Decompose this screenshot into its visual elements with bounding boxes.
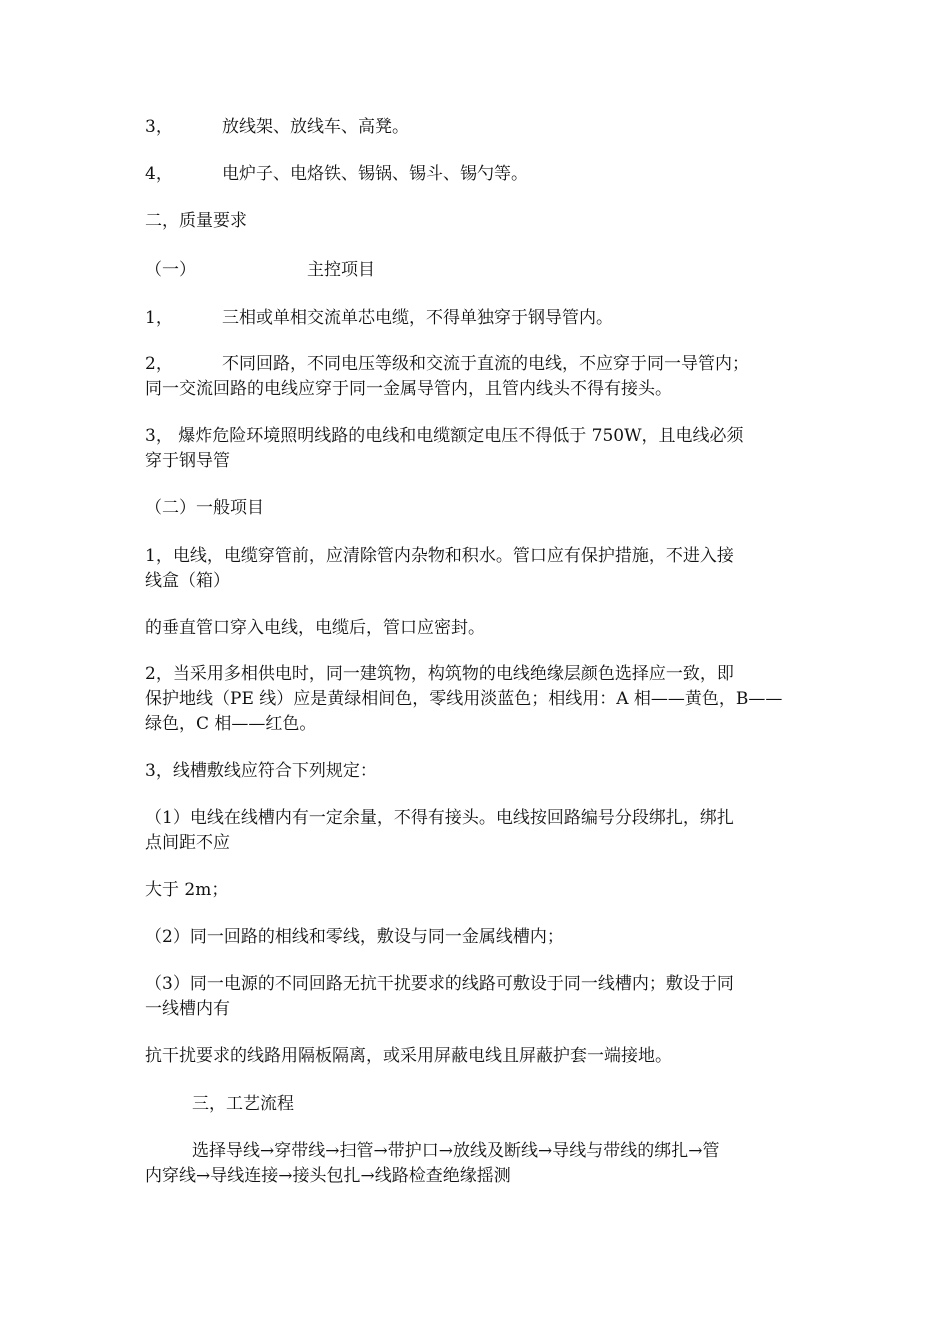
main-item-2-line-1: [145, 352, 749, 377]
rule-3-line-2: 一线槽内有: [145, 999, 230, 1019]
general-item-3: 3，线槽敷线应符合下列规定：: [145, 761, 377, 781]
main-item-2-line-2: 同一交流回路的电线应穿于同一金属导管内，且管内线头不得有接头。: [145, 379, 672, 399]
item-number: 1，: [145, 308, 173, 328]
main-item-1: [145, 306, 613, 331]
item-number: 3，: [145, 117, 173, 137]
process-flow-line-1: 选择导线→穿带线→扫管→带护口→放线及断线→导线与带线的绑扎→管: [192, 1141, 720, 1161]
item-number: 2，: [145, 354, 173, 374]
rule-1-line-2: 点间距不应: [145, 833, 230, 853]
main-item-3-line-1: 3， 爆炸危险环境照明线路的电线和电缆额定电压不得低于 750W，且电线必须: [145, 426, 744, 446]
general-item-1-line-3: 的垂直管口穿入电线，电缆后，管口应密封。: [145, 618, 485, 638]
subsection-heading-main-items: [145, 258, 375, 283]
rule-3-line-1: （3）同一电源的不同回路无抗干扰要求的线路可敷设于同一线槽内；敷设于同: [145, 974, 734, 994]
subsection-heading-general-items: （二）一般项目: [145, 498, 264, 518]
rule-3-line-3: 抗干扰要求的线路用隔板隔离，或采用屏蔽电线且屏蔽护套一端接地。: [145, 1046, 672, 1066]
main-item-3-line-2: 穿于钢导管: [145, 451, 230, 471]
general-item-2-line-2: 保护地线（PE 线）应是黄绿相间色，零线用淡蓝色；相线用：A 相——黄色，B——: [145, 689, 783, 709]
tool-item-3: [145, 115, 409, 140]
general-item-1-line-2: 线盒（箱）: [145, 571, 230, 591]
rule-2: （2）同一回路的相线和零线，敷设与同一金属线槽内；: [145, 927, 564, 947]
general-item-2-line-1: 2，当采用多相供电时，同一建筑物，构筑物的电线绝缘层颜色选择应一致，即: [145, 664, 734, 684]
section-heading-process: 三，工艺流程: [192, 1094, 294, 1114]
item-text: 不同回路，不同电压等级和交流于直流的电线，不应穿于同一导管内；: [222, 354, 749, 374]
general-item-1-line-1: 1，电线，电缆穿管前，应清除管内杂物和积水。管口应有保护措施，不进入接: [145, 546, 734, 566]
item-text: 三相或单相交流单芯电缆，不得单独穿于钢导管内。: [222, 308, 613, 328]
general-item-2-line-3: 绿色，C 相——红色。: [145, 714, 317, 734]
item-text: 放线架、放线车、高凳。: [222, 117, 409, 137]
item-number: 4，: [145, 164, 173, 184]
tool-item-4: [145, 162, 528, 187]
subsection-number: （一）: [145, 260, 196, 280]
subsection-title: 主控项目: [307, 260, 375, 280]
process-flow-line-2: 内穿线→导线连接→接头包扎→线路检查绝缘摇测: [145, 1166, 511, 1186]
section-heading-quality: 二，质量要求: [145, 211, 247, 231]
item-text: 电炉子、电烙铁、锡锅、锡斗、锡勺等。: [222, 164, 528, 184]
rule-1-line-1: （1）电线在线槽内有一定余量，不得有接头。电线按回路编号分段绑扎，绑扎: [145, 808, 734, 828]
rule-1-line-3: 大于 2m；: [145, 880, 229, 900]
